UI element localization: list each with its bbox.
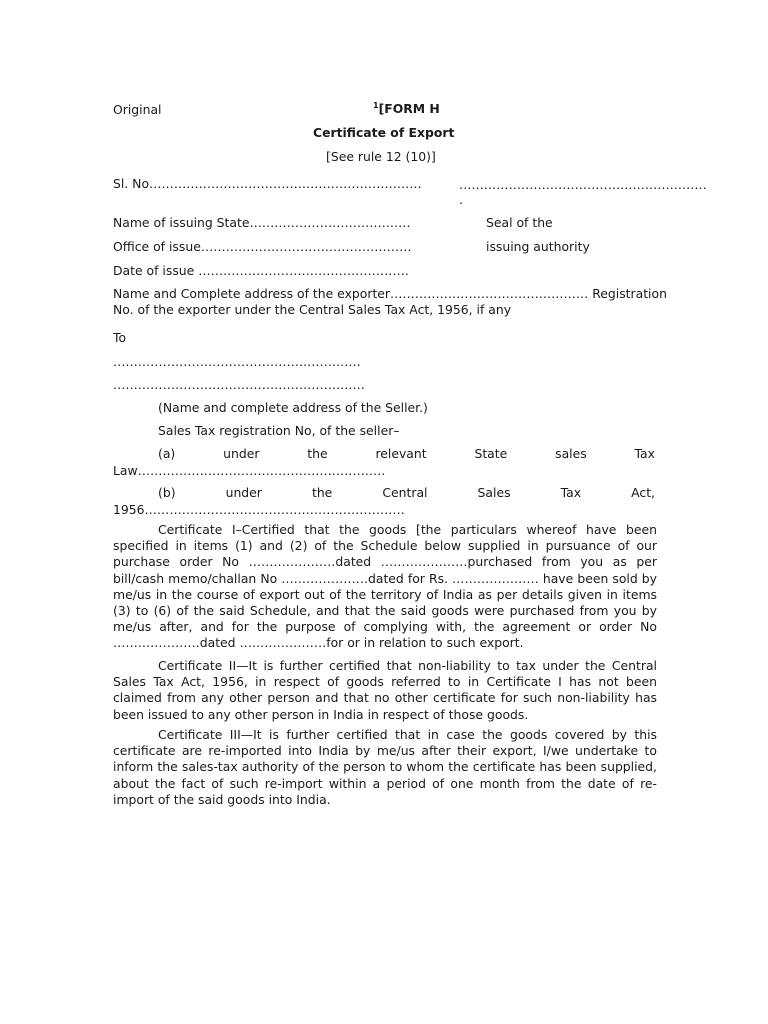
sales-tax-registration-label: Sales Tax registration No, of the seller–: [158, 423, 400, 438]
form-title-text: [FORM H: [378, 101, 440, 116]
rule-reference: [See rule 12 (10)]: [326, 149, 436, 164]
original-label: Original: [113, 102, 162, 117]
item-b-line-2: 1956………………………………………………………: [113, 502, 405, 517]
issuing-state-field: Name of issuing State…………………………………: [113, 215, 411, 230]
item-a-line-2: Law……………………………………………………: [113, 463, 386, 478]
to-label: To: [113, 330, 127, 345]
office-of-issue-field: Office of issue……………………………………………: [113, 239, 412, 254]
certificate-1-paragraph: Certificate I–Certified that the goods [the particulars whereof have been specified in items (1) and (2) of the Schedule below supplied in pursuance of our purchase order No …………………dated …………………purchased from you as per bill/cash memo/challan No …………………dated for Rs. ………………… have been sold by me/us in the course of export out of the territory of India as per details given in items (3) to (6) of the said Schedule, and that the said goods were purchased from you by me/us after, and for the purpose of complying with, the agreement or order No …………………dated …………………for or in relation to such export.: [113, 522, 657, 651]
seal-label-line-2: issuing authority: [486, 239, 590, 254]
certificate-title: Certificate of Export: [313, 125, 455, 140]
exporter-address-line-1: Name and Complete address of the exporter………………………………………… Registration: [113, 286, 667, 301]
serial-number-field: Sl. No…………………………………………………………: [113, 176, 422, 191]
certificate-3-paragraph: Certificate III—It is further certified that in case the goods covered by this certificate are re-imported into India by me/us after their export, I/we undertake to inform the sales-tax authority of the person to whom the certificate has been supplied, about the fact of such re-import within a period of one month from the date of re-import of the said goods into India.: [113, 727, 657, 807]
certificate-2-paragraph: Certificate II—It is further certified that non-liability to tax under the Central Sales Tax Act, 1956, in respect of goods referred to in Certificate I has not been claimed from any other person and that no other certificate for such non-liability has been issued to any other person in India in respect of those goods.: [113, 658, 657, 722]
exporter-address-line-2: No. of the exporter under the Central Sales Tax Act, 1956, if any: [113, 302, 512, 317]
date-of-issue-field: Date of issue ……………………………………………: [113, 263, 409, 278]
item-a-line-1: (a) under the relevant State sales Tax: [158, 446, 655, 461]
seller-address-blank-1: ……………………………………………………: [113, 354, 361, 369]
serial-number-right-blank: ……………………………………………………: [459, 177, 707, 192]
seller-note: (Name and complete address of the Seller.): [158, 400, 428, 415]
seal-label-line-1: Seal of the: [486, 215, 553, 230]
footnote-marker: 1: [373, 100, 379, 110]
seller-address-blank-2: …………………………………………………….: [113, 377, 365, 392]
serial-number-right-dot: .: [459, 192, 463, 207]
item-b-line-1: (b) under the Central Sales Tax Act,: [158, 485, 655, 500]
form-title: [373, 101, 440, 116]
